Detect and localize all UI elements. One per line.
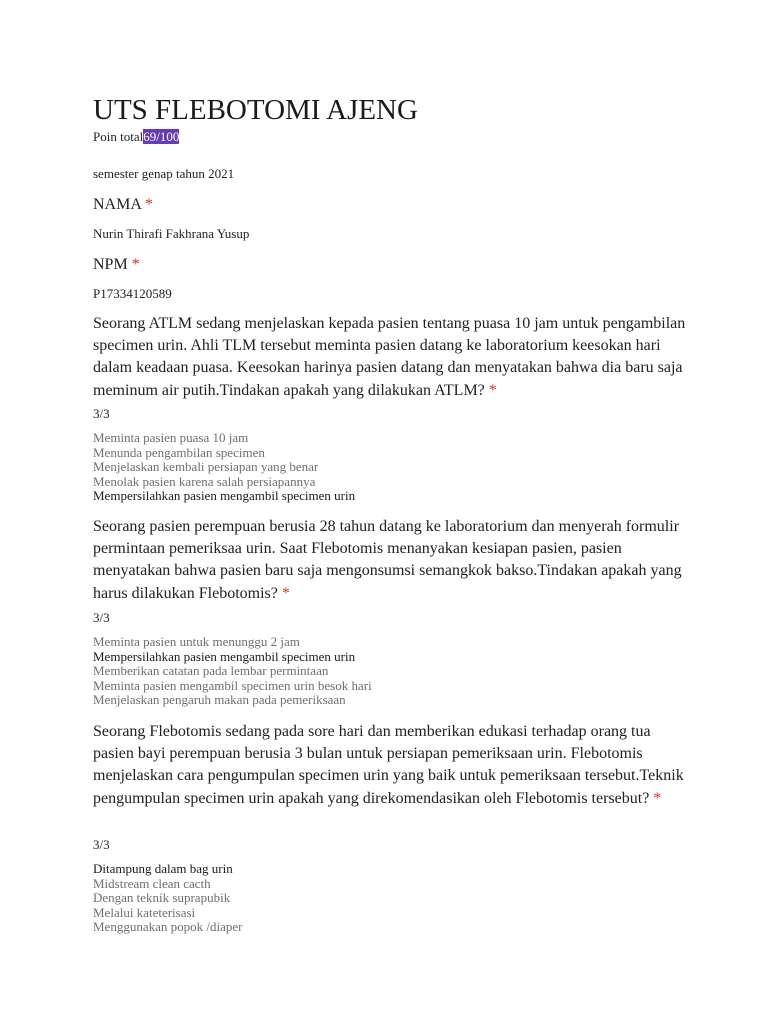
question-2-score: 3/3 [93,610,110,625]
option: Menolak pasien karena salah persiapannya [93,473,316,489]
option: Memberikan catatan pada lembar permintaan [93,663,329,679]
question-3 [93,721,693,810]
option: Melalui kateterisasi [93,904,196,920]
selected-option: Ditampung dalam bag urin [93,861,233,876]
npm-value: P17334120589 [93,286,172,301]
form-description: semester genap tahun 2021 [93,166,235,181]
required-mark: * [653,789,662,807]
option: Menggunakan popok /diaper [93,919,243,935]
question-1-options [93,431,355,504]
total-points [93,129,179,145]
question-3-score: 3/3 [93,837,110,852]
option: Meminta pasien puasa 10 jam [93,430,249,445]
question-2 [93,516,693,605]
question-1-score: 3/3 [93,406,110,421]
form-title: UTS FLEBOTOMI AJENG [93,94,418,126]
question-2-options [93,635,372,708]
option: Meminta pasien mengambil specimen urin besok hari [93,677,372,693]
question-1 [93,313,693,402]
option: Menunda pengambilan specimen [93,444,265,460]
option: Meminta pasien untuk menunggu 2 jam [93,634,300,649]
question-3-options [93,862,242,935]
option: Midstream clean cacth [93,875,211,891]
nama-value: Nurin Thirafi Fakhrana Yusup [93,226,250,241]
question-text: Seorang ATLM sedang menjelaskan kepada pasien tentang puasa 10 jam untuk pengambilan specimen urin. Ahli TLM tersebut meminta pasien datang ke laboratorium keesokan hari dalam keadaan puasa. Keesokan harinya pasien datang dan menyatakan bahwa dia baru saja meminum air putih.Tindakan apakah yang dilakukan ATLM? [93,315,686,399]
required-mark: * [131,256,140,273]
option: Dengan teknik suprapubik [93,890,231,906]
points-value: 69/100 [143,129,180,144]
required-mark: * [281,584,290,602]
selected-option: Mempersilahkan pasien mengambil specimen urin [93,648,356,664]
required-mark: * [488,381,497,399]
nama-label [93,195,153,215]
question-text: Seorang pasien perempuan berusia 28 tahun datang ke laboratorium dan menyerah formulir permintaan pemeriksaa urin. Saat Flebotomis menanyakan kesiapan pasien, pasien menyatakan bahwa pasien baru saja mengonsumsi semangkok bakso.Tindakan apakah yang harus dilakukan Flebotomis? [93,518,682,602]
option: Menjelaskan kembali persiapan yang benar [93,459,319,475]
nama-label-text: NAMA [93,196,142,213]
npm-label-text: NPM [93,256,128,273]
npm-label [93,255,140,275]
points-label: Poin total [93,129,144,144]
question-text: Seorang Flebotomis sedang pada sore hari dan memberikan edukasi terhadap orang tua pasien bayi perempuan berusia 3 bulan untuk persiapan pemeriksaan urin. Flebotomis menjelaskan cara pengumpulan specimen urin yang baik untuk pemeriksaan tersebut.Teknik pengumpulan specimen urin apakah yang direkomendasikan oleh Flebotomis tersebut? [93,723,684,807]
option: Menjelaskan pengaruh makan pada pemeriksaan [93,692,346,708]
selected-option: Mempersilahkan pasien mengambil specimen urin [93,488,356,504]
required-mark: * [145,196,154,213]
